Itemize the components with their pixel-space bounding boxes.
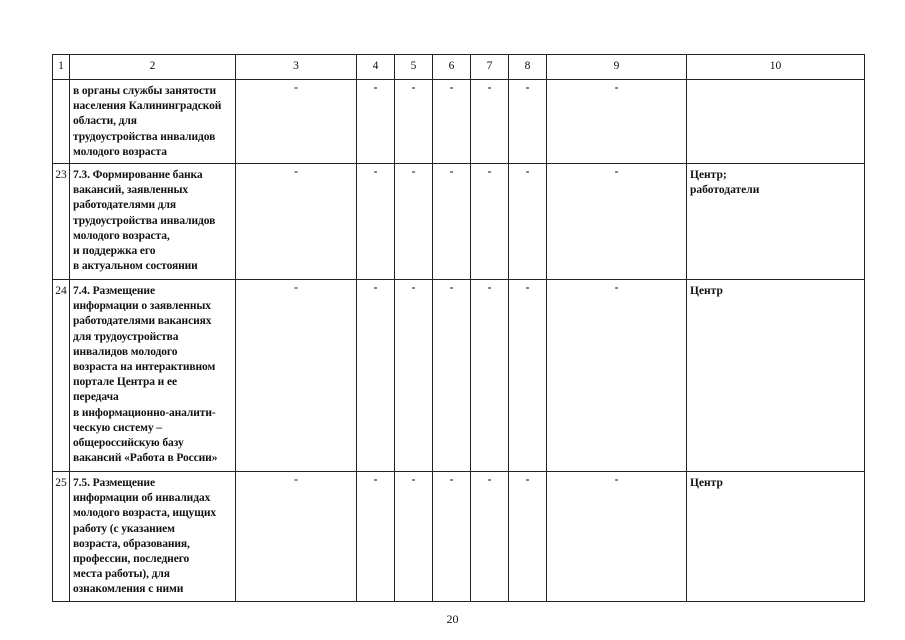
- row-value-cell: -: [236, 164, 357, 280]
- description-line: возраста, образования,: [73, 537, 190, 550]
- row-value-cell: -: [471, 80, 509, 164]
- row-responsible: [687, 164, 865, 280]
- description-line: молодого возраста,: [73, 229, 170, 242]
- table-header-row: [53, 55, 865, 80]
- responsible-line: Центр;: [690, 169, 727, 181]
- row-value-cell: -: [509, 472, 547, 602]
- description-line: области, для: [73, 115, 137, 128]
- row-responsible: [687, 472, 865, 602]
- row-value-cell: -: [395, 472, 433, 602]
- row-number: 24: [53, 280, 70, 472]
- row-value-cell: -: [547, 280, 687, 472]
- row-value-cell: -: [471, 472, 509, 602]
- description-line: места работы), для: [73, 568, 170, 581]
- column-header: 7: [471, 55, 509, 80]
- description-line: для трудоустройства: [73, 330, 179, 343]
- row-responsible: [687, 280, 865, 472]
- description-line: передача: [73, 391, 119, 404]
- description-line: вакансий, заявленных: [73, 184, 189, 197]
- description-line: трудоустройства инвалидов: [73, 130, 216, 143]
- row-value-cell: -: [433, 280, 471, 472]
- column-header: 2: [70, 55, 236, 80]
- description-line: в актуальном состоянии: [73, 260, 198, 273]
- description-line: в органы службы занятости: [73, 85, 216, 97]
- description-line: работодателями для: [73, 199, 176, 212]
- row-value-cell: -: [236, 80, 357, 164]
- description-line: вакансий «Работа в России»: [73, 452, 218, 465]
- column-header: 9: [547, 55, 687, 80]
- column-header: 5: [395, 55, 433, 80]
- row-value-cell: -: [357, 164, 395, 280]
- row-number: 23: [53, 164, 70, 280]
- row-value-cell: -: [509, 80, 547, 164]
- row-value-cell: -: [357, 472, 395, 602]
- column-header: 1: [53, 55, 70, 80]
- description-line: трудоустройства инвалидов: [73, 214, 216, 227]
- row-value-cell: -: [471, 164, 509, 280]
- table-row: [53, 472, 865, 602]
- row-value-cell: -: [357, 80, 395, 164]
- row-description: [70, 80, 236, 164]
- description-line: инвалидов молодого: [73, 345, 178, 358]
- table-row: [53, 280, 865, 472]
- description-line: информации об инвалидах: [73, 492, 211, 505]
- row-value-cell: -: [547, 80, 687, 164]
- description-line: информации о заявленных: [73, 300, 211, 313]
- column-header: 4: [357, 55, 395, 80]
- column-header: 10: [687, 55, 865, 80]
- description-line: 7.3. Формирование банка: [73, 169, 203, 181]
- row-number: [53, 80, 70, 164]
- row-value-cell: -: [433, 164, 471, 280]
- description-line: профессии, последнего: [73, 553, 190, 566]
- description-line: ознакомления с ними: [73, 583, 184, 596]
- row-description: [70, 280, 236, 472]
- row-value-cell: -: [357, 280, 395, 472]
- description-line: населения Калининградской: [73, 100, 222, 113]
- description-line: в информационно-аналити-: [73, 406, 216, 419]
- row-value-cell: -: [471, 280, 509, 472]
- row-value-cell: -: [395, 164, 433, 280]
- row-value-cell: -: [236, 472, 357, 602]
- row-description: [70, 164, 236, 280]
- row-description: [70, 472, 236, 602]
- description-line: 7.5. Размещение: [73, 477, 155, 489]
- description-line: работодателями вакансиях: [73, 315, 212, 328]
- page-number: 20: [446, 612, 459, 626]
- row-value-cell: -: [547, 472, 687, 602]
- row-value-cell: -: [395, 80, 433, 164]
- row-value-cell: -: [433, 472, 471, 602]
- description-line: молодого возраста: [73, 145, 167, 158]
- column-header: 6: [433, 55, 471, 80]
- table-row: [53, 80, 865, 164]
- responsible-line: Центр: [690, 477, 723, 489]
- row-value-cell: -: [395, 280, 433, 472]
- description-line: 7.4. Размещение: [73, 285, 155, 297]
- row-responsible: [687, 80, 865, 164]
- row-value-cell: -: [509, 280, 547, 472]
- description-line: работу (с указанием: [73, 522, 175, 535]
- description-line: общероссийскую базу: [73, 437, 184, 450]
- description-line: возраста на интерактивном: [73, 361, 216, 374]
- row-value-cell: -: [547, 164, 687, 280]
- row-value-cell: -: [509, 164, 547, 280]
- row-number: 25: [53, 472, 70, 602]
- column-header: 3: [236, 55, 357, 80]
- row-value-cell: -: [433, 80, 471, 164]
- description-line: молодого возраста, ищущих: [73, 507, 216, 520]
- row-value-cell: -: [236, 280, 357, 472]
- column-header: 8: [509, 55, 547, 80]
- description-line: ческую систему –: [73, 421, 162, 434]
- description-line: и поддержка его: [73, 245, 156, 258]
- document-table: [52, 54, 865, 602]
- responsible-line: Центр: [690, 285, 723, 297]
- table-row: [53, 164, 865, 280]
- description-line: портале Центра и ее: [73, 376, 177, 389]
- responsible-line: работодатели: [690, 184, 760, 197]
